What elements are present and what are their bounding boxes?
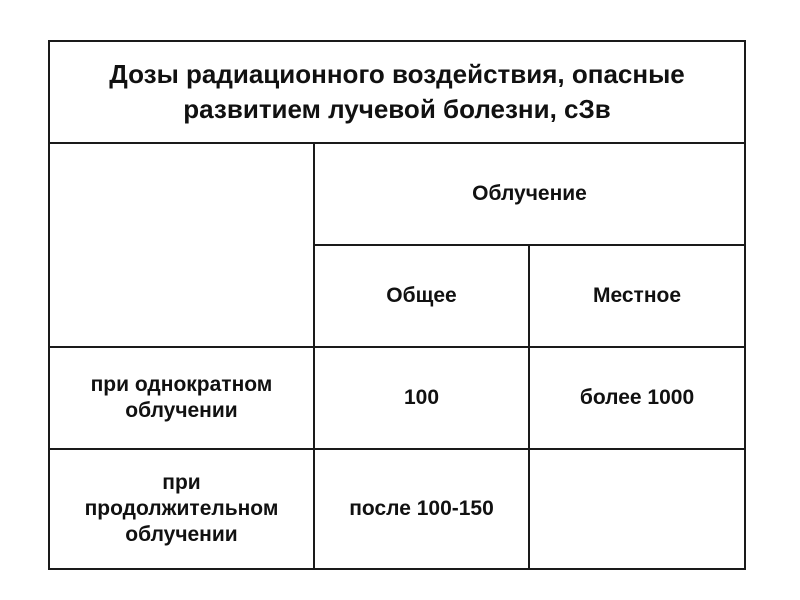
- cell-local: [529, 449, 745, 569]
- title-row: [49, 41, 745, 143]
- column-header-general: Общее: [314, 245, 529, 347]
- radiation-dose-table: [48, 40, 746, 570]
- row-label: при однократном облучении: [49, 347, 314, 449]
- cell-local: более 1000: [529, 347, 745, 449]
- table-row: [49, 347, 745, 449]
- group-header-irradiation: Облучение: [314, 143, 745, 245]
- cell-general: после 100-150: [314, 449, 529, 569]
- empty-corner-cell: [49, 143, 314, 347]
- table-row: [49, 449, 745, 569]
- group-header-row: [49, 143, 745, 245]
- table-title: Дозы радиационного воздействия, опасные развитием лучевой болезни, сЗв: [49, 41, 745, 143]
- row-label: при продолжительном облучении: [49, 449, 314, 569]
- cell-general: 100: [314, 347, 529, 449]
- column-header-local: Местное: [529, 245, 745, 347]
